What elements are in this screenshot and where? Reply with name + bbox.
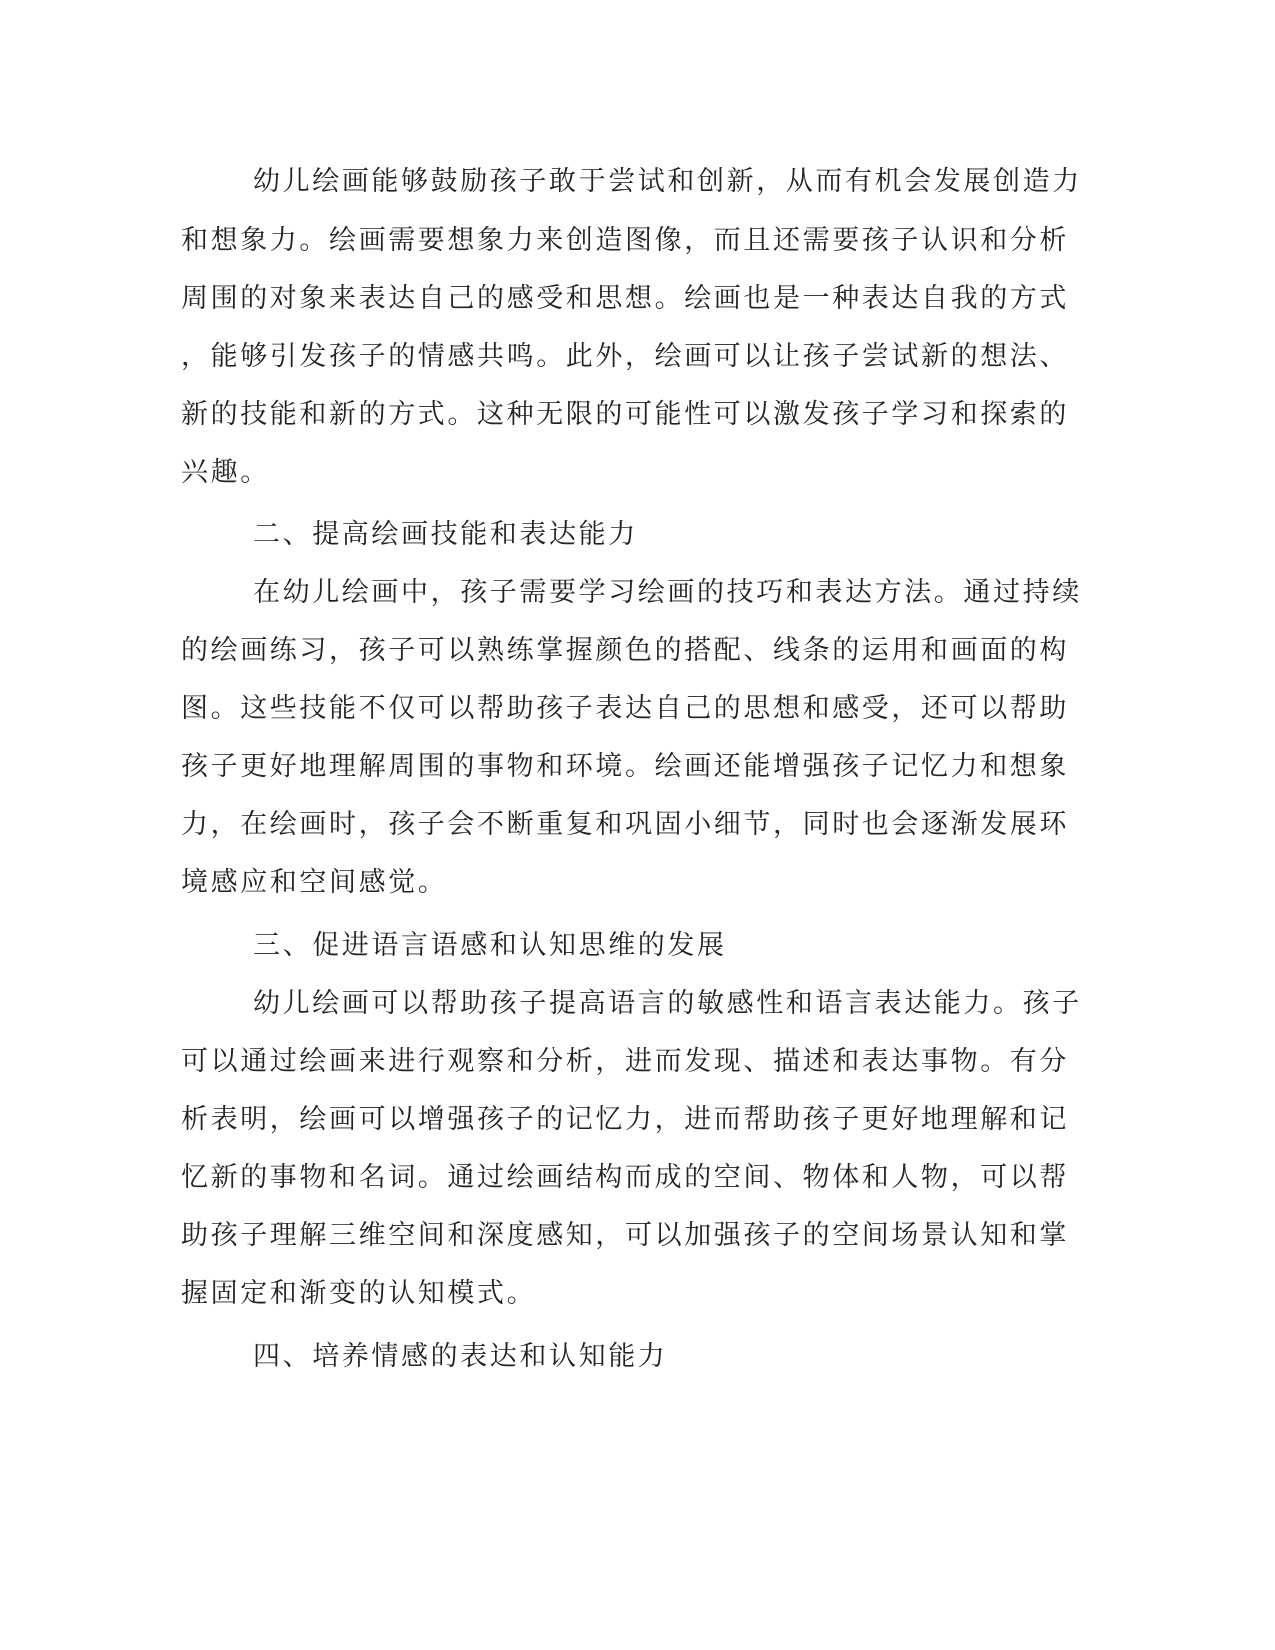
text-line: 可以通过绘画来进行观察和分析，进而发现、描述和表达事物。有分 <box>181 1046 1069 1077</box>
text-line: 助孩子理解三维空间和深度感知，可以加强孩子的空间场景认知和掌 <box>181 1220 1069 1251</box>
text-line: 幼儿绘画可以帮助孩子提高语言的敏感性和语言表达能力。孩子 <box>253 988 1082 1019</box>
text-line: 新的技能和新的方式。这种无限的可能性可以激发孩子学习和探索的 <box>181 399 1069 430</box>
text-line: 忆新的事物和名词。通过绘画结构而成的空间、物体和人物，可以帮 <box>181 1162 1069 1193</box>
text-line: 力，在绘画时，孩子会不断重复和巩固小细节，同时也会逐渐发展环 <box>181 809 1069 840</box>
section-heading: 三、促进语言语感和认知思维的发展 <box>253 930 727 961</box>
section-heading: 四、培养情感的表达和认知能力 <box>253 1341 668 1372</box>
text-line: 析表明，绘画可以增强孩子的记忆力，进而帮助孩子更好地理解和记 <box>181 1104 1069 1135</box>
text-line: ，能够引发孩子的情感共鸣。此外，绘画可以让孩子尝试新的想法、 <box>181 341 1069 372</box>
text-line: 幼儿绘画能够鼓励孩子敢于尝试和创新，从而有机会发展创造力 <box>253 166 1082 197</box>
text-line: 境感应和空间感觉。 <box>181 867 448 898</box>
text-line: 的绘画练习，孩子可以熟练掌握颜色的搭配、线条的运用和画面的构 <box>181 635 1069 666</box>
text-line: 图。这些技能不仅可以帮助孩子表达自己的思想和感受，还可以帮助 <box>181 693 1069 724</box>
section-heading: 二、提高绘画技能和表达能力 <box>253 519 638 550</box>
text-line: 兴趣。 <box>181 457 270 488</box>
text-line: 孩子更好地理解周围的事物和环境。绘画还能增强孩子记忆力和想象 <box>181 751 1069 782</box>
text-line: 和想象力。绘画需要想象力来创造图像，而且还需要孩子认识和分析 <box>181 225 1069 256</box>
text-line: 握固定和渐变的认知模式。 <box>181 1278 537 1309</box>
text-line: 在幼儿绘画中，孩子需要学习绘画的技巧和表达方法。通过持续 <box>253 577 1082 608</box>
text-line: 周围的对象来表达自己的感受和思想。绘画也是一种表达自我的方式 <box>181 283 1069 314</box>
